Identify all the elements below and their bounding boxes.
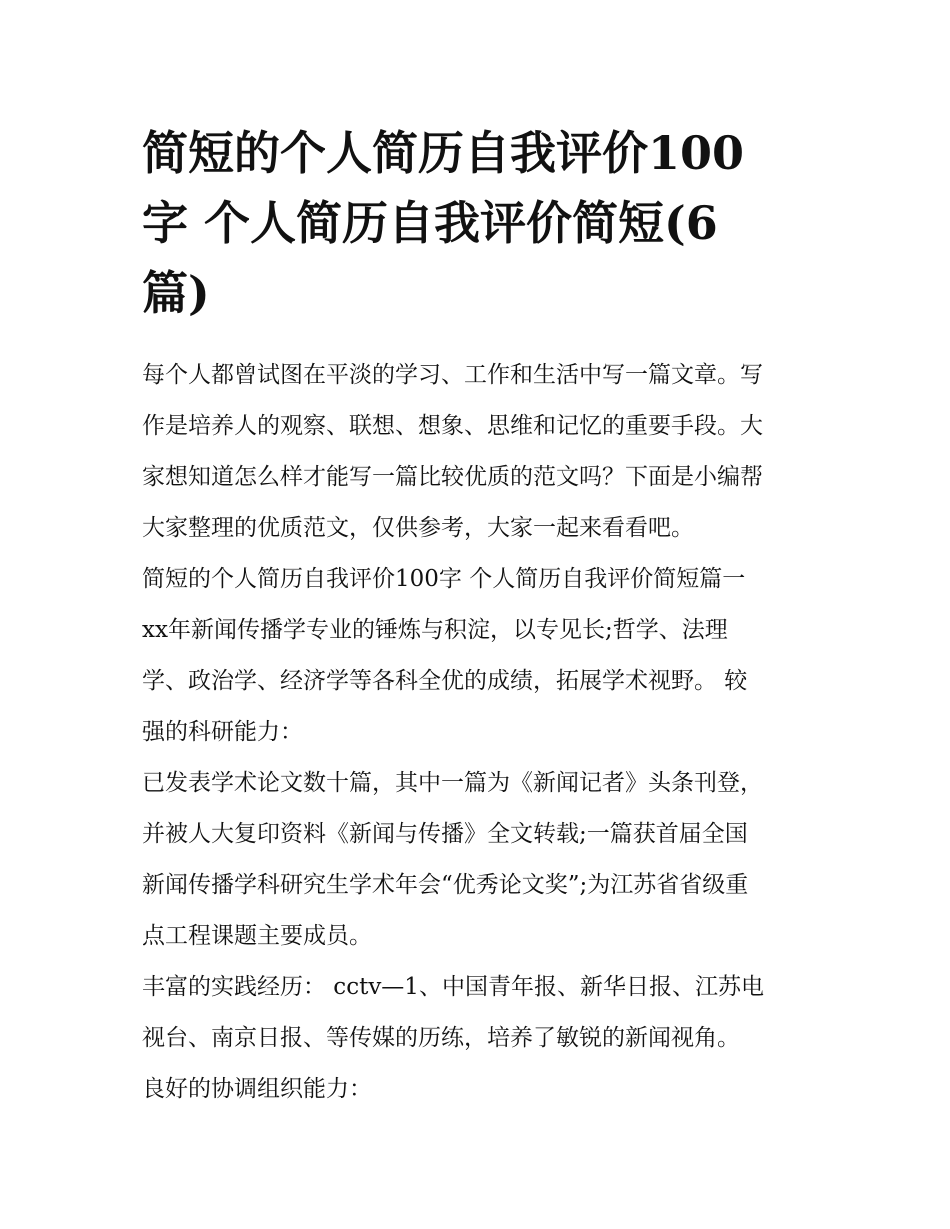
title-line: 篇) xyxy=(142,266,210,320)
text-line: 并被人大复印资料《新闻与传播》全文转载;一篇获首届全国 xyxy=(142,821,748,847)
text-line: 强的科研能力： xyxy=(142,719,303,745)
text-line: 简短的个人简历自我评价100字 个人简历自我评价简短篇一 xyxy=(142,566,746,592)
text-line: 点工程课题主要成员。 xyxy=(142,923,372,949)
document-page xyxy=(142,118,822,1115)
text-line: 家想知道怎么样才能写一篇比较优质的范文吗？下面是小编帮 xyxy=(142,464,763,490)
text-line: 新闻传播学科研究生学术年会“优秀论文奖”;为江苏省省级重 xyxy=(142,872,749,898)
text-line: 视台、南京日报、等传媒的历练，培养了敏锐的新闻视角。 xyxy=(142,1025,740,1051)
intro-paragraph xyxy=(142,350,822,554)
practice-paragraph xyxy=(142,962,822,1115)
text-line: xx年新闻传播学专业的锤炼与积淀，以专见长;哲学、法理 xyxy=(142,617,728,643)
research-paragraph xyxy=(142,758,822,962)
text-line: 学、政治学、经济学等各科全优的成绩，拓展学术视野。 较 xyxy=(142,668,748,694)
document-title xyxy=(142,118,822,328)
text-line: 大家整理的优质范文，仅供参考，大家一起来看看吧。 xyxy=(142,515,694,541)
title-line: 简短的个人简历自我评价100 xyxy=(142,126,745,180)
text-line: 作是培养人的观察、联想、想象、思维和记忆的重要手段。大 xyxy=(142,413,763,439)
text-line: 良好的协调组织能力： xyxy=(142,1076,372,1102)
text-line: 丰富的实践经历： cctv—1、中国青年报、新华日报、江苏电 xyxy=(142,974,764,1000)
text-line: 每个人都曾试图在平淡的学习、工作和生活中写一篇文章。写 xyxy=(142,362,763,388)
title-line: 字 个人简历自我评价简短(6 xyxy=(142,196,718,250)
text-line: 已发表学术论文数十篇，其中一篇为《新闻记者》头条刊登， xyxy=(142,770,763,796)
section-paragraph xyxy=(142,554,822,758)
